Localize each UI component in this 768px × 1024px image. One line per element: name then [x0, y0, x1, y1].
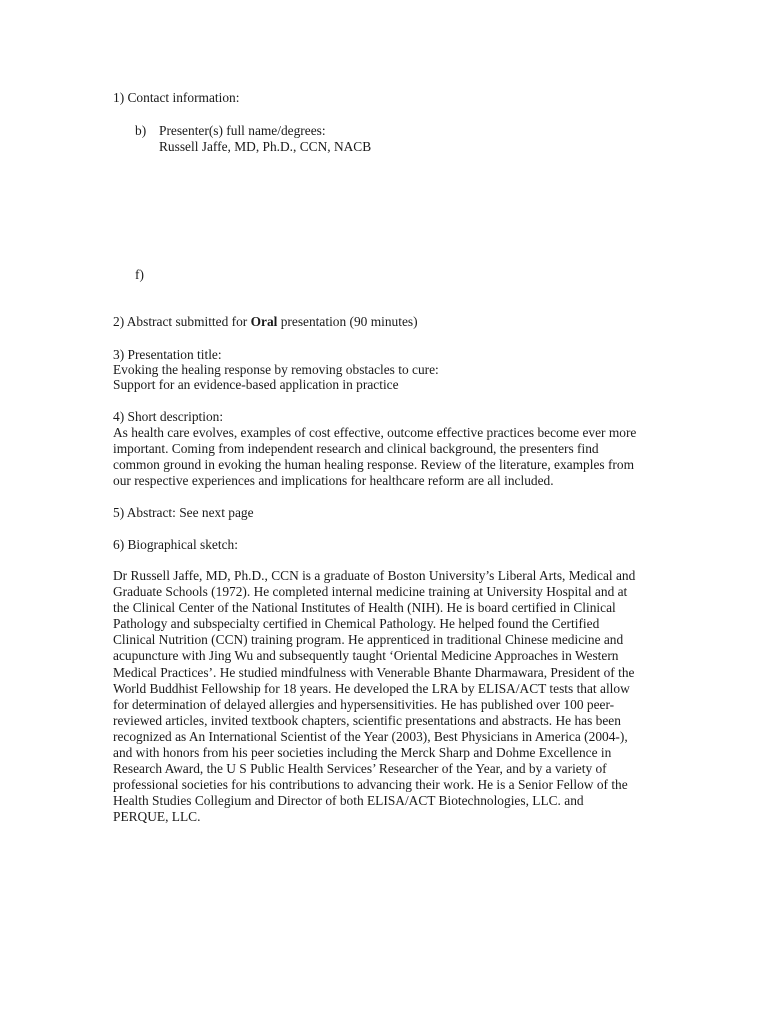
biographical-sketch-heading: 6) Biographical sketch: [113, 537, 238, 552]
bio-line: Clinical Nutrition (CCN) training program. He apprenticed in traditional Chinese medicine and [113, 632, 624, 648]
presenter-label: Presenter(s) full name/degrees: [159, 123, 326, 138]
short-description-heading: 4) Short description: [113, 409, 224, 424]
short-description-text [113, 425, 636, 489]
bio-line: PERQUE, LLC. [113, 809, 201, 825]
bio-line: Medical Practices’. He studied mindfulness with Venerable Bhante Dharmawara, President of the [113, 664, 635, 680]
abstract-type-prefix: 2) Abstract submitted for [113, 314, 251, 329]
short-description-line: As health care evolves, examples of cost effective, outcome effective practices become ever more [113, 425, 637, 440]
abstract-type-line [113, 314, 418, 330]
presentation-title-heading: 3) Presentation title: [113, 347, 222, 362]
bio-line: recognized as An International Scientist of the Year (2003), Best Physicians in America (2004-), [113, 728, 628, 744]
bio-line: Research Award, the U S Public Health Services’ Researcher of the Year, and by a variety of [113, 761, 607, 777]
bio-line: Graduate Schools (1972). He completed internal medicine training at University Hospital and at [113, 584, 628, 600]
abstract-type-bold: Oral [250, 314, 278, 329]
abstract-type-suffix: presentation (90 minutes) [277, 314, 418, 329]
abstract-reference: 5) Abstract: See next page [113, 505, 254, 520]
short-description-line: common ground in evoking the human healing response. Review of the literature, examples from [113, 457, 634, 472]
bio-line: the Clinical Center of the National Institutes of Health (NIH). He is board certified in Clinical [113, 600, 616, 616]
biographical-sketch-text [113, 568, 635, 826]
presentation-title-line-2: Support for an evidence-based application in practice [113, 377, 399, 392]
contact-info-heading: 1) Contact information: [113, 90, 240, 105]
presentation-title-line-1: Evoking the healing response by removing obstacles to cure: [113, 362, 439, 377]
bio-line: Health Studies Collegium and Director of both ELISA/ACT Biotechnologies, LLC. and [113, 793, 584, 809]
bio-line: reviewed articles, invited textbook chapters, scientific presentations and abstracts. He has been [113, 712, 621, 728]
item-f-marker: f) [135, 267, 144, 282]
bio-line: for determination of delayed allergies and hypersensitivities. He has published over 100 peer- [113, 696, 615, 712]
presenter-name: Russell Jaffe, MD, Ph.D., CCN, NACB [159, 139, 372, 154]
bio-line: acupuncture with Jing Wu and subsequently taught ‘Oriental Medicine Approaches in Western [113, 648, 619, 664]
bio-line: World Buddhist Fellowship for 18 years. He developed the LRA by ELISA/ACT tests that allow [113, 680, 630, 696]
short-description-line: our respective experiences and implications for healthcare reform are all included. [113, 473, 554, 488]
item-b-marker: b) [135, 123, 147, 138]
bio-line: and with honors from his peer societies including the Merck Sharp and Dohme Excellence in [113, 745, 612, 761]
bio-line: professional societies for his contributions to advancing their work. He is a Senior Fellow of the [113, 777, 628, 793]
short-description-line: important. Coming from independent research and clinical background, the presenters find [113, 441, 599, 456]
bio-line: Pathology and subspecialty certified in Chemical Pathology. He helped found the Certified [113, 616, 600, 632]
bio-line: Dr Russell Jaffe, MD, Ph.D., CCN is a graduate of Boston University’s Liberal Arts, Medical and [113, 568, 636, 583]
